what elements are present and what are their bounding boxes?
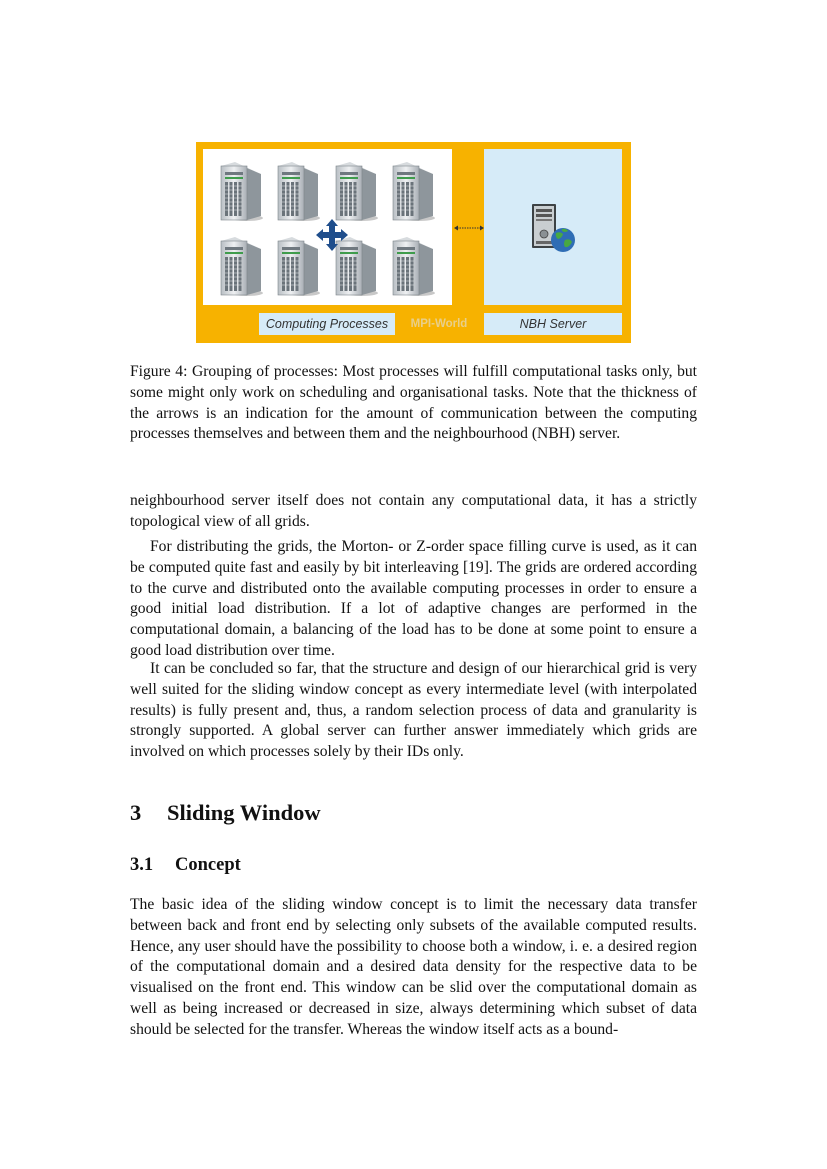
mpi-world-label: MPI-World [410,318,468,330]
figure-caption: Figure 4: Grouping of processes: Most processes will fulfill computational tasks only, but some might only work on scheduling and organisational tasks. Note that the thickness of the arrows is an indication for the amount of communication between the computing processes themselves and between them and the neighbourhood (NBH) server. [130,363,697,443]
process-grouping-figure [196,142,631,343]
concept-paragraph: The basic idea of the sliding window concept is to limit the necessary data transfer between back and front end by selecting only subsets of the available computed results. Hence, any user should have the possibility to choose both a window, i. e. a desired region of the computational domain and a desired data density for the respective data to be visualised on the front end. This window can be slid over the computational domain as well as being increased or decreased in size, always determining which subset of data should be selected for the transfer. Whereas the window itself acts as a bound- [130,896,697,1038]
computing-processes-panel [203,149,452,305]
subsection-title: Concept [175,855,241,875]
section-title: Sliding Window [167,800,321,825]
server-icon [274,237,320,297]
server-icon [332,162,378,222]
section-number: 3 [130,800,142,825]
body-paragraph: neighbourhood server itself does not contain any computational data, it has a strictly topological view of all grids. [130,492,697,530]
double-arrow-icon [454,224,484,232]
subsection-number: 3.1 [130,855,154,875]
server-icon [389,162,435,222]
nbh-server-panel [484,149,622,305]
computing-processes-label: Computing Processes [259,313,395,335]
server-icon [217,162,263,222]
body-paragraph: For distributing the grids, the Morton- or Z-order space filling curve is used, as it can be computed quite fast and easily by bit interleaving [19]. The grids are ordered according to the curve and distributed onto the available computing processes in order to ensure a good initial load distribution. If a lot of adaptive changes are performed in the computational domain, a balancing of the load has to be done at some point to ensure a good load distribution over time. [130,538,697,659]
section-heading [130,800,321,826]
four-way-arrow-icon [316,219,348,251]
server-icon [274,162,320,222]
body-paragraph: It can be concluded so far, that the structure and design of our hierarchical grid is very well suited for the sliding window concept as every intermediate level (with interpolated results) is fully present and, thus, a random selection process of data and granularity is strongly supported. A global server can further answer immediately which grids are involved on which processes solely by their IDs only. [130,660,697,761]
subsection-heading [130,855,241,876]
server-icon [217,237,263,297]
nbh-server-label: NBH Server [484,313,622,335]
web-server-icon [529,202,579,254]
server-icon [389,237,435,297]
